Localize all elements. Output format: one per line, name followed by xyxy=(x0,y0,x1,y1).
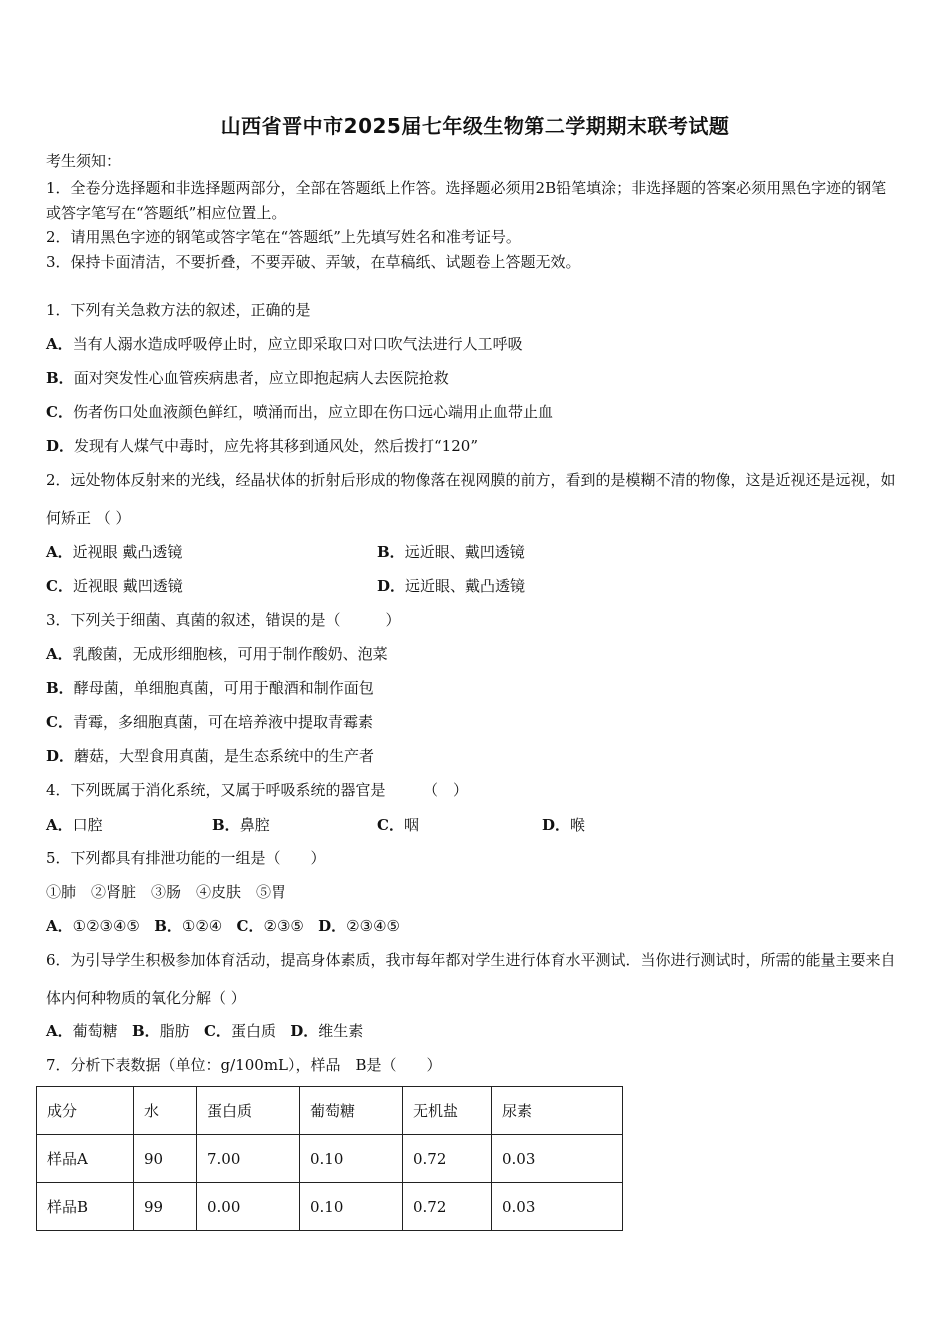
table-cell: 0.03 xyxy=(492,1135,623,1183)
table-header-cell: 葡萄糖 xyxy=(300,1087,403,1135)
table-cell: 0.10 xyxy=(300,1135,403,1183)
notice-header: 考生须知： xyxy=(46,152,122,170)
q1-option-a: A．当有人溺水造成呼吸停止时，应立即采取口对口吹气法进行人工呼吸 xyxy=(46,335,523,353)
table-row xyxy=(37,1135,623,1183)
table-cell: 0.00 xyxy=(197,1183,300,1231)
q3-option-a: A．乳酸菌，无成形细胞核，可用于制作酸奶、泡菜 xyxy=(46,645,388,663)
q2-option-b: B．远近眼、戴凹透镜 xyxy=(377,543,525,561)
q1-option-b: B．面对突发性心血管疾病患者，应立即抱起病人去医院抢救 xyxy=(46,369,449,387)
q4-option-d: D．喉 xyxy=(542,816,586,834)
q5-options: A．①②③④⑤ B．①②④ C．②③⑤ D．②③④⑤ xyxy=(46,917,400,935)
notice-item-3: 3．保持卡面清洁，不要折叠，不要弄破、弄皱，在草稿纸、试题卷上答题无效。 xyxy=(46,253,581,271)
table-cell: 0.03 xyxy=(492,1183,623,1231)
table-cell: 0.72 xyxy=(403,1135,492,1183)
table-header-cell: 蛋白质 xyxy=(197,1087,300,1135)
question-1-stem: 1．下列有关急救方法的叙述，正确的是 xyxy=(46,301,311,319)
q2-option-d: D．远近眼、戴凸透镜 xyxy=(377,577,526,595)
table-cell: 0.10 xyxy=(300,1183,403,1231)
question-2-stem: 2．远处物体反射来的光线，经晶状体的折射后形成的物像落在视网膜的前方，看到的是模糊不清的物像，这是近视还是远视，如何矫正 （ ） xyxy=(46,471,896,527)
q4-option-c: C．咽 xyxy=(377,816,419,834)
q2-option-a: A．近视眼 戴凸透镜 xyxy=(46,543,183,561)
table-cell: 90 xyxy=(134,1135,197,1183)
q1-option-d: D．发现有人煤气中毒时，应先将其移到通风处，然后拨打“120” xyxy=(46,437,478,455)
q1-option-c: C．伤者伤口处血液颜色鲜红，喷涌而出，应立即在伤口远心端用止血带止血 xyxy=(46,403,553,421)
q4-option-b: B．鼻腔 xyxy=(212,816,270,834)
table-header-cell: 成分 xyxy=(37,1087,134,1135)
question-5-items: ①肺 ②肾脏 ③肠 ④皮肤 ⑤胃 xyxy=(46,883,287,901)
table-header-cell: 无机盐 xyxy=(403,1087,492,1135)
notice-item-1: 1．全卷分选择题和非选择题两部分，全部在答题纸上作答。选择题必须用2B铅笔填涂；非选择题的答案必须用黑色字迹的钢笔或答字笔写在“答题纸”相应位置上。 xyxy=(46,179,887,222)
question-7-stem: 7．分析下表数据（单位：g/100mL），样品 B是（ ） xyxy=(46,1056,442,1074)
page-title: 山西省晋中市2025届七年级生物第二学期期末联考试题 xyxy=(220,114,730,138)
table-header-cell: 水 xyxy=(134,1087,197,1135)
q4-option-a: A．口腔 xyxy=(46,816,103,834)
notice-item-2: 2．请用黑色字迹的钢笔或答字笔在“答题纸”上先填写姓名和准考证号。 xyxy=(46,228,521,246)
table-cell: 7.00 xyxy=(197,1135,300,1183)
question-5-stem: 5．下列都具有排泄功能的一组是（ ） xyxy=(46,849,326,867)
table-cell: 样品B xyxy=(37,1183,134,1231)
q3-option-c: C．青霉，多细胞真菌，可在培养液中提取青霉素 xyxy=(46,713,373,731)
question-4-stem: 4．下列既属于消化系统，又属于呼吸系统的器官是 （ ） xyxy=(46,781,469,799)
q3-option-d: D．蘑菇，大型食用真菌，是生态系统中的生产者 xyxy=(46,747,375,765)
question-3-stem: 3．下列关于细菌、真菌的叙述，错误的是（ ） xyxy=(46,611,401,629)
table-cell: 0.72 xyxy=(403,1183,492,1231)
table-cell: 样品A xyxy=(37,1135,134,1183)
table-cell: 99 xyxy=(134,1183,197,1231)
table-header-row xyxy=(37,1087,623,1135)
data-table xyxy=(36,1086,623,1231)
table-row xyxy=(37,1183,623,1231)
q3-option-b: B．酵母菌，单细胞真菌，可用于酿酒和制作面包 xyxy=(46,679,374,697)
q2-option-c: C．近视眼 戴凹透镜 xyxy=(46,577,183,595)
question-6-stem: 6．为引导学生积极参加体育活动，提高身体素质，我市每年都对学生进行体育水平测试．当你进行测试时，所需的能量主要来自体内何种物质的氧化分解（ ） xyxy=(46,951,896,1007)
q6-options: A．葡萄糖 B．脂肪 C．蛋白质 D．维生素 xyxy=(46,1022,364,1040)
table-header-cell: 尿素 xyxy=(492,1087,623,1135)
